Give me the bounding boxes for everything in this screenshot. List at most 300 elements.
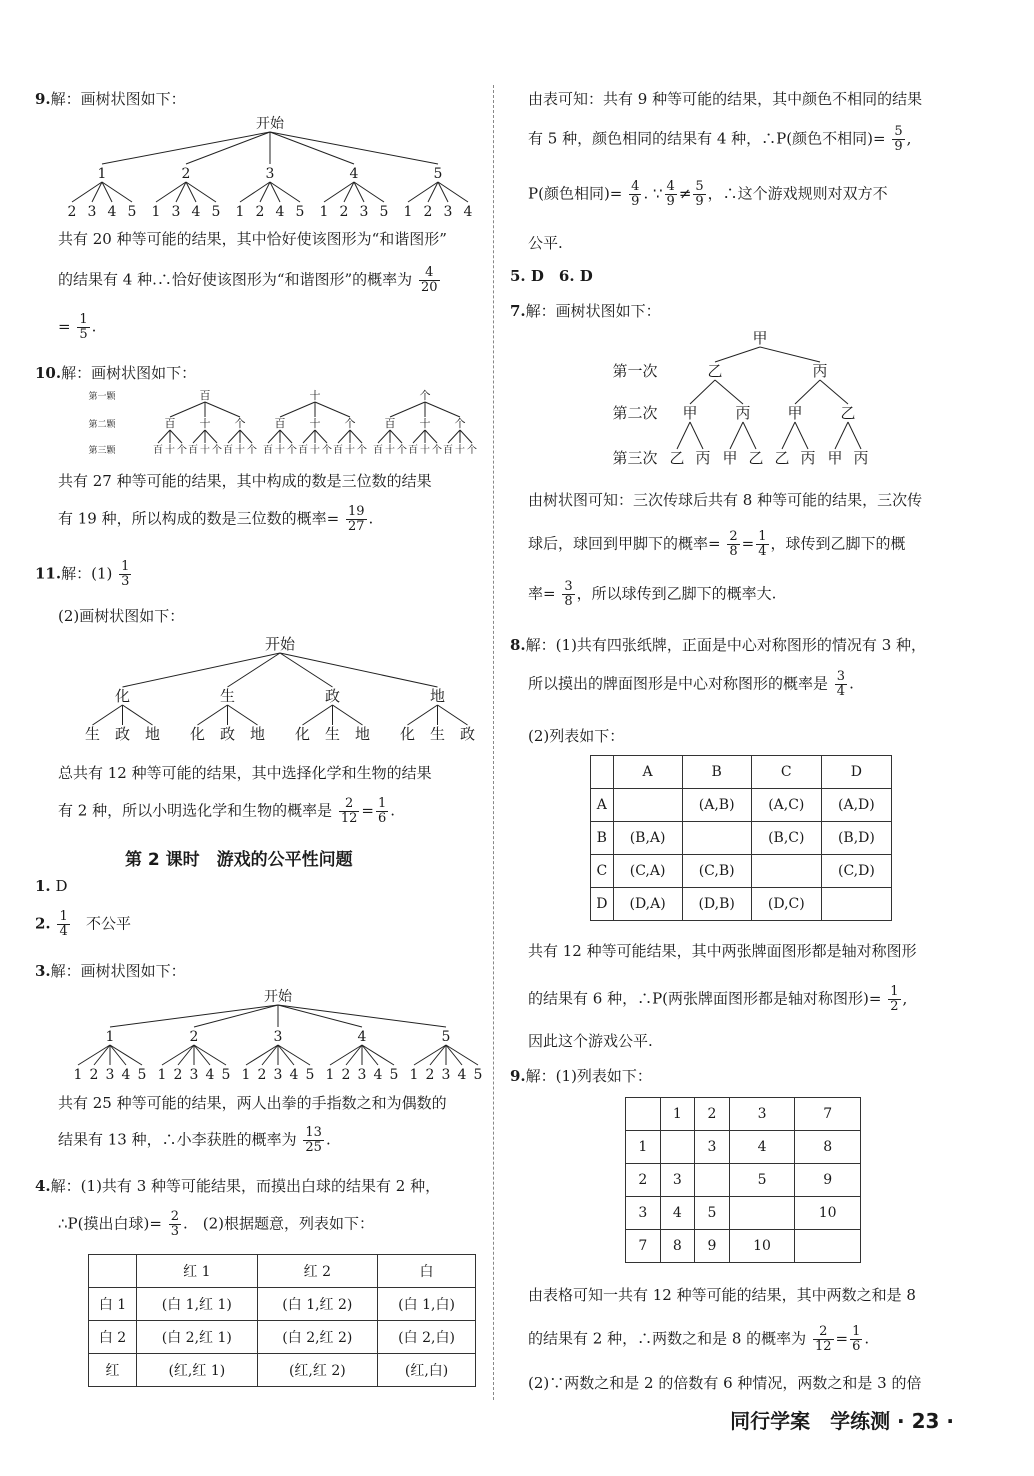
tree-leaf: 个 — [177, 445, 187, 456]
tree-leaf: 十 — [275, 445, 285, 456]
tree-leaf: 4 — [289, 1067, 299, 1083]
s8-text4: 的结果有 6 种，∴P(两张牌面图形都是轴对称图形)= $\frac{1}{2}$ , — [528, 984, 908, 1014]
tree-leaf: 3 — [171, 204, 181, 220]
q11-text2: 有 2 种，所以小明选化学和生物的概率是 $\frac{2}{12}$ = $\frac{1}{6}$ . — [58, 796, 396, 826]
table-header-cell: 7 — [795, 1098, 861, 1131]
tree-edge — [194, 1005, 278, 1027]
tree-branch-node: 政 — [324, 687, 341, 705]
tree-edge — [390, 430, 402, 443]
fraction: $\frac{3}{8}$ — [564, 579, 573, 609]
tree-edge — [438, 705, 468, 725]
tree-edge — [408, 705, 438, 725]
s9-text3: (2)∵两数之和是 2 的倍数有 6 种情况，两数之和是 3 的倍 — [528, 1374, 922, 1392]
tree-edge — [170, 430, 182, 443]
fraction: $\frac{2}{8}$ — [729, 529, 738, 559]
table-cell: 9 — [695, 1230, 730, 1263]
tree-edge — [94, 1045, 110, 1065]
q10-intro: 10.解：画树状图如下： — [35, 364, 197, 382]
tree-leaf: 化 — [294, 725, 311, 743]
table-header-cell — [626, 1098, 661, 1131]
table-header-cell: 红 1 — [137, 1255, 258, 1288]
tree-edge — [303, 430, 315, 443]
table-cell: 3 — [626, 1197, 661, 1230]
s8-text3: 共有 12 种等可能结果，其中两张牌面图形都是轴对称图形 — [528, 942, 917, 960]
tree-branch-node: 5 — [441, 1029, 451, 1045]
table-cell: 8 — [660, 1230, 695, 1263]
tree-leaf: 1 — [319, 204, 329, 220]
tree-edge — [110, 1045, 126, 1065]
tree-edge — [186, 132, 270, 164]
table-header-cell: 红 2 — [257, 1255, 378, 1288]
tree-leaf: 5 — [127, 204, 137, 220]
tree-edge — [743, 422, 756, 449]
s4-text1: 4.解：(1)共有 3 种等可能结果，而摸出白球的结果有 2 种， — [35, 1177, 441, 1195]
table-cell: (A,B) — [682, 789, 751, 822]
table-cell: B — [591, 822, 614, 855]
table-cell: (B,A) — [613, 822, 682, 855]
tree-leaf: 4 — [121, 1067, 131, 1083]
tree-leaf: 百 — [263, 445, 273, 456]
tree-branch-node: 2 — [189, 1029, 199, 1045]
tree-leaf: 政 — [459, 725, 476, 743]
tree-row-label: 第二颗 — [88, 420, 116, 430]
tree-edge — [795, 422, 808, 449]
table-row — [591, 855, 892, 888]
table-cell: 4 — [729, 1131, 795, 1164]
table-cell: 5 — [729, 1164, 795, 1197]
tree-edge — [835, 422, 848, 449]
table-cell: (B,C) — [751, 822, 821, 855]
tree-edge — [110, 1005, 278, 1027]
table-header-cell: D — [821, 756, 891, 789]
tree-leaf: 3 — [87, 204, 97, 220]
table-cell: 2 — [626, 1164, 661, 1197]
tree-edge — [795, 380, 820, 404]
tree-leaf: 2 — [257, 1067, 267, 1083]
tree-leaf: 个 — [247, 445, 257, 456]
tree-mid-node: 甲 — [787, 404, 803, 422]
tree-edge — [338, 430, 350, 443]
tree-leaf: 百 — [408, 445, 418, 456]
tree-edge — [170, 402, 205, 417]
table-cell: 4 — [660, 1197, 695, 1230]
tree-leaf: 乙 — [748, 449, 764, 467]
s9-text2: 的结果有 2 种，∴两数之和是 8 的概率为 $\frac{2}{12}$ = $\frac{1}{6}$ . — [528, 1324, 870, 1354]
fraction: $\frac{1}{6}$ — [378, 796, 387, 826]
tree-leaf: 百 — [153, 445, 163, 456]
tree-leaf: 1 — [157, 1067, 167, 1083]
tree-edge — [430, 1045, 446, 1065]
table-cell: (C,D) — [821, 855, 891, 888]
tree-leaf: 化 — [189, 725, 206, 743]
table-cell: (白 1,白) — [378, 1288, 476, 1321]
tree-leaf: 个 — [467, 445, 477, 456]
tree-edge — [110, 1045, 142, 1065]
tree-leaf: 个 — [287, 445, 297, 456]
tree-branch-node: 5 — [433, 166, 443, 182]
table-row — [89, 1354, 476, 1387]
tree-edge — [378, 430, 390, 443]
table-cell: 1 — [626, 1131, 661, 1164]
table-cell: (A,D) — [821, 789, 891, 822]
q9-intro: 9.解：画树状图如下： — [35, 90, 186, 108]
s1-answer: 1. D — [35, 877, 68, 895]
tree-leaf: 5 — [389, 1067, 399, 1083]
tree-edge — [782, 422, 795, 449]
table-cell: C — [591, 855, 614, 888]
s9-text1: 由表格可知一共有 12 种等可能的结果，其中两数之和是 8 — [528, 1286, 916, 1304]
tree-edge — [205, 402, 240, 417]
tree-leaf: 十 — [345, 445, 355, 456]
tree-edge — [278, 1005, 446, 1027]
tree-leaf: 生 — [324, 725, 341, 743]
tree-edge — [194, 1045, 226, 1065]
tree-leaf: 十 — [235, 445, 245, 456]
table-cell — [821, 888, 891, 921]
table-cell: (D,A) — [613, 888, 682, 921]
tree-branch-node: 百 — [199, 389, 211, 402]
table-cell: (D,C) — [751, 888, 821, 921]
column-divider — [493, 85, 494, 1400]
tree-edge — [280, 430, 292, 443]
tree-branch-node: 3 — [265, 166, 275, 182]
tree-leaf: 政 — [114, 725, 131, 743]
tree-leaf: 百 — [188, 445, 198, 456]
tree-leaf: 3 — [441, 1067, 451, 1083]
table-row — [626, 1230, 861, 1263]
tree-leaf: 丙 — [800, 449, 816, 467]
fraction: $\frac{4}{9}$ — [666, 179, 675, 209]
tree-leaf: 1 — [403, 204, 413, 220]
tree-leaf: 3 — [189, 1067, 199, 1083]
q9-text3: = $\frac{1}{5}$ . — [58, 312, 97, 342]
tree-edge — [715, 347, 760, 362]
s7-tree-diagram — [605, 328, 895, 473]
fraction: $\frac{4}{9}$ — [631, 179, 640, 209]
table-cell: A — [591, 789, 614, 822]
tree-leaf: 2 — [255, 204, 265, 220]
table-header-cell — [89, 1255, 137, 1288]
tree-root: 甲 — [752, 329, 768, 347]
tree-row-label: 第一颗 — [88, 392, 116, 402]
q9-text1: 共有 20 种等可能的结果，其中恰好使该图形为“和谐图形” — [58, 230, 447, 248]
table-cell: 白 2 — [89, 1321, 137, 1354]
tree-leaf: 1 — [409, 1067, 419, 1083]
tree-leaf: 4 — [275, 204, 285, 220]
tree-leaf: 5 — [221, 1067, 231, 1083]
tree-edge — [413, 430, 425, 443]
table-cell: 5 — [695, 1197, 730, 1230]
tree-edge — [760, 347, 820, 362]
tree-edge — [123, 705, 153, 725]
tree-edge — [270, 132, 354, 164]
tree-edge — [425, 430, 437, 443]
table-header-cell: 3 — [729, 1098, 795, 1131]
tree-leaf: 5 — [305, 1067, 315, 1083]
tree-leaf: 5 — [211, 204, 221, 220]
table-header-cell: A — [613, 756, 682, 789]
tree-leaf: 乙 — [774, 449, 790, 467]
tree-edge — [460, 430, 472, 443]
tree-branch-node: 1 — [97, 166, 107, 182]
table-cell: D — [591, 888, 614, 921]
tree-edge — [333, 705, 363, 725]
fraction: $\frac{1}{4}$ — [59, 909, 68, 939]
tree-leaf: 十 — [455, 445, 465, 456]
tree-leaf: 4 — [205, 1067, 215, 1083]
tree-branch-node: 丙 — [812, 362, 828, 380]
tree-edge — [448, 430, 460, 443]
tree-leaf: 5 — [379, 204, 389, 220]
tree-leaf: 化 — [399, 725, 416, 743]
fraction: $\frac{1}{5}$ — [79, 312, 88, 342]
tree-leaf: 地 — [144, 725, 161, 743]
table-cell: (A,C) — [751, 789, 821, 822]
tree-leaf: 乙 — [669, 449, 685, 467]
table-row — [89, 1288, 476, 1321]
tree-leaf: 政 — [219, 725, 236, 743]
tree-leaf: 5 — [473, 1067, 483, 1083]
section-title: 第 2 课时 游戏的公平性问题 — [125, 850, 353, 870]
tree-edge — [228, 430, 240, 443]
q9-text2: 的结果有 4 种.∴恰好使该图形为“和谐图形”的概率为 $\frac{4}{20}$ — [58, 265, 438, 295]
s4-text2: ∴P(摸出白球)= $\frac{2}{3}$ . (2)根据题意，列表如下： — [58, 1209, 375, 1239]
q9-tree-diagram — [60, 112, 480, 222]
tree-leaf: 地 — [249, 725, 266, 743]
s3-tree-diagram — [68, 985, 488, 1085]
tree-leaf: 百 — [373, 445, 383, 456]
tree-edge — [228, 705, 258, 725]
tree-leaf: 2 — [425, 1067, 435, 1083]
tree-edge — [315, 430, 327, 443]
fraction: $\frac{19}{27}$ — [347, 504, 365, 534]
table-row — [626, 1164, 861, 1197]
s56-answers: 5. D 6. D — [510, 267, 593, 285]
tree-leaf: 2 — [89, 1067, 99, 1083]
tree-leaf: 5 — [137, 1067, 147, 1083]
fraction: $\frac{2}{3}$ — [170, 1209, 179, 1239]
table-cell: (白 2,红 1) — [137, 1321, 258, 1354]
table-cell: (B,D) — [821, 822, 891, 855]
tree-leaf: 百 — [333, 445, 343, 456]
tree-leaf: 十 — [200, 445, 210, 456]
q11-part1: 11.解：(1) $\frac{1}{3}$ — [35, 559, 130, 589]
table-header-cell — [591, 756, 614, 789]
s8-text5: 因此这个游戏公平. — [528, 1032, 653, 1050]
s8-text1: 8.解：(1)共有四张纸牌，正面是中心对称图形的情况有 3 种， — [510, 636, 927, 654]
table-cell: (白 2,红 2) — [257, 1321, 378, 1354]
tree-row-label: 第三颗 — [88, 446, 116, 456]
tree-branch-node: 化 — [114, 687, 131, 705]
tree-leaf: 十 — [165, 445, 175, 456]
s9-intro: 9.解：(1)列表如下： — [510, 1067, 652, 1085]
tree-leaf: 百 — [443, 445, 453, 456]
s8-table — [590, 755, 892, 921]
tree-leaf: 个 — [432, 445, 442, 456]
table-cell: 9 — [795, 1164, 861, 1197]
tree-root: 开始 — [264, 989, 292, 1005]
tree-edge — [715, 380, 743, 404]
tree-leaf: 3 — [357, 1067, 367, 1083]
tree-leaf: 2 — [339, 204, 349, 220]
tree-mid-node: 十 — [199, 417, 211, 430]
tree-row-label: 第二次 — [612, 404, 658, 422]
tree-branch-node: 生 — [219, 687, 236, 705]
tree-leaf: 3 — [443, 204, 453, 220]
tree-leaf: 生 — [429, 725, 446, 743]
tree-edge — [414, 1045, 446, 1065]
table-row — [626, 1131, 861, 1164]
fraction: $\frac{1}{6}$ — [852, 1324, 861, 1354]
tree-edge — [690, 380, 715, 404]
q10-text2: 有 19 种，所以构成的数是三位数的概率= $\frac{19}{27}$ . — [58, 504, 374, 534]
tree-row-label: 第三次 — [612, 449, 658, 467]
table-cell: (白 2,白) — [378, 1321, 476, 1354]
s7-intro: 7.解：画树状图如下： — [510, 302, 661, 320]
tree-edge — [446, 1045, 462, 1065]
footer-brand: 同行学案 学练测 — [730, 1409, 891, 1433]
table-header-cell: 2 — [695, 1098, 730, 1131]
table-cell — [660, 1131, 695, 1164]
tree-leaf: 丙 — [695, 449, 711, 467]
tree-leaf: 4 — [373, 1067, 383, 1083]
tree-leaf: 十 — [310, 445, 320, 456]
tree-leaf: 丙 — [853, 449, 869, 467]
tree-leaf: 4 — [463, 204, 473, 220]
tree-leaf: 生 — [84, 725, 101, 743]
tree-branch-node: 个 — [419, 389, 431, 402]
tree-edge — [280, 402, 315, 417]
fraction: $\frac{1}{2}$ — [890, 984, 899, 1014]
q10-text1: 共有 27 种等可能的结果，其中构成的数是三位数的结果 — [58, 472, 432, 490]
table-row — [89, 1321, 476, 1354]
table-cell: 红 — [89, 1354, 137, 1387]
q11-part2-intro: (2)画树状图如下： — [58, 607, 185, 625]
fraction: $\frac{1}{3}$ — [121, 559, 130, 589]
table-cell: (C,A) — [613, 855, 682, 888]
tree-root: 开始 — [264, 635, 296, 653]
tree-edge — [330, 1045, 362, 1065]
table-cell: 10 — [795, 1197, 861, 1230]
tree-edge — [78, 1045, 110, 1065]
table-cell: (白 1,红 2) — [257, 1288, 378, 1321]
table-row — [591, 789, 892, 822]
tree-edge — [162, 1045, 194, 1065]
tree-edge — [278, 1005, 362, 1027]
tree-edge — [278, 1045, 310, 1065]
table-cell: 8 — [795, 1131, 861, 1164]
tree-edge — [446, 1045, 478, 1065]
tree-edge — [346, 1045, 362, 1065]
table-row — [591, 822, 892, 855]
tree-edge — [280, 653, 438, 687]
tree-edge — [262, 1045, 278, 1065]
table-cell — [751, 855, 821, 888]
table-cell: (红,红 2) — [257, 1354, 378, 1387]
table-header-cell: B — [682, 756, 751, 789]
fraction: $\frac{5}{9}$ — [894, 124, 903, 154]
table-header-cell: 白 — [378, 1255, 476, 1288]
table-row — [591, 888, 892, 921]
tree-edge — [278, 1045, 294, 1065]
tree-edge — [677, 422, 690, 449]
tree-edge — [228, 653, 281, 687]
tree-mid-node: 个 — [454, 417, 466, 430]
s7-text2: 球后，球回到甲脚下的概率= $\frac{2}{8}$ = $\frac{1}{4}$ ，球传到乙脚下的概 — [528, 529, 906, 559]
table-header-cell: 1 — [660, 1098, 695, 1131]
tree-leaf: 个 — [322, 445, 332, 456]
table-header-cell: C — [751, 756, 821, 789]
tree-edge — [362, 1045, 378, 1065]
tree-leaf: 5 — [295, 204, 305, 220]
tree-leaf: 百 — [298, 445, 308, 456]
table-cell: (C,B) — [682, 855, 751, 888]
r4-text1: 由表可知：共有 9 种等可能的结果，其中颜色不相同的结果 — [528, 90, 923, 108]
s8-part2: (2)列表如下： — [528, 727, 625, 745]
tree-mid-node: 十 — [309, 417, 321, 430]
table-cell — [795, 1230, 861, 1263]
tree-branch-node: 乙 — [707, 362, 723, 380]
tree-leaf: 百 — [223, 445, 233, 456]
r4-text2: 有 5 种，颜色相同的结果有 4 种，∴P(颜色不相同)= $\frac{5}{9}$ , — [528, 124, 912, 154]
tree-edge — [848, 422, 861, 449]
table-cell: (白 1,红 1) — [137, 1288, 258, 1321]
tree-edge — [315, 402, 350, 417]
s7-text1: 由树状图可知：三次传球后共有 8 种等可能的结果，三次传 — [528, 491, 923, 509]
table-cell — [729, 1197, 795, 1230]
s2-answer: 2. $\frac{1}{4}$ 不公平 — [35, 909, 132, 939]
tree-row-label: 第一次 — [612, 362, 658, 380]
tree-edge — [194, 1045, 210, 1065]
tree-leaf: 3 — [273, 1067, 283, 1083]
table-cell: 10 — [729, 1230, 795, 1263]
fraction: $\frac{5}{9}$ — [695, 179, 704, 209]
fraction: $\frac{13}{25}$ — [305, 1125, 322, 1155]
tree-leaf: 1 — [235, 204, 245, 220]
s3-intro: 3.解：画树状图如下： — [35, 962, 186, 980]
tree-leaf: 甲 — [722, 449, 738, 467]
tree-edge — [270, 132, 438, 164]
r4-text3: P(颜色相同)= $\frac{4}{9}$ . ∵ $\frac{4}{9}$ ≠ $\frac{5}{9}$ ，∴这个游戏规则对双方不 — [528, 179, 888, 209]
tree-edge — [280, 653, 333, 687]
fraction: $\frac{4}{20}$ — [420, 265, 438, 295]
tree-edge — [240, 430, 252, 443]
tree-leaf: 1 — [241, 1067, 251, 1083]
tree-leaf: 3 — [359, 204, 369, 220]
tree-mid-node: 十 — [419, 417, 431, 430]
tree-edge — [820, 380, 848, 404]
q10-tree-diagram — [80, 385, 480, 460]
table-row — [626, 1197, 861, 1230]
page-footer — [730, 1405, 954, 1434]
table-cell: (红,白) — [378, 1354, 476, 1387]
tree-leaf: 个 — [212, 445, 222, 456]
tree-leaf: 4 — [191, 204, 201, 220]
tree-leaf: 1 — [73, 1067, 83, 1083]
table-cell: (红,红 1) — [137, 1354, 258, 1387]
table-cell: 3 — [660, 1164, 695, 1197]
tree-edge — [425, 402, 460, 417]
tree-branch-node: 十 — [309, 389, 321, 402]
tree-leaf: 十 — [420, 445, 430, 456]
tree-branch-node: 1 — [105, 1029, 115, 1045]
s8-text2: 所以摸出的牌面图形是中心对称图形的概率是 $\frac{3}{4}$ . — [528, 669, 854, 699]
tree-edge — [102, 132, 270, 164]
tree-branch-node: 3 — [273, 1029, 283, 1045]
table-cell: (D,B) — [682, 888, 751, 921]
table-cell — [613, 789, 682, 822]
fraction: $\frac{3}{4}$ — [836, 669, 846, 699]
